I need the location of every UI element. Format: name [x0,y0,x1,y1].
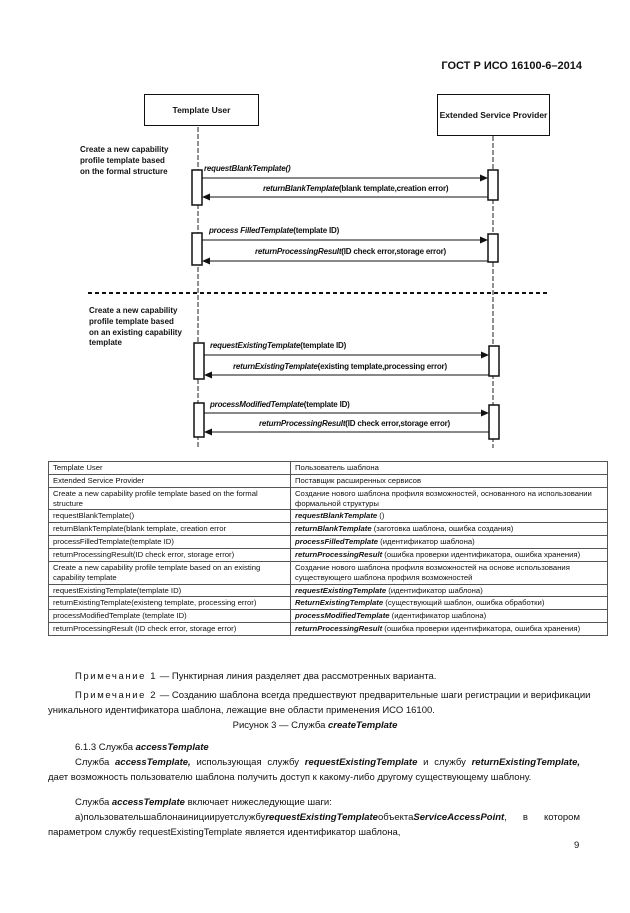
cell-russian [291,549,608,562]
msg-label-8: returnProcessingResult(ID check error,storage error) [259,419,451,428]
actor-template-user-label: Template User [172,104,231,115]
table-row [49,474,608,487]
cell-russian-text: (идентификатор шаблона) [389,611,487,621]
activation-right-3 [489,346,499,376]
text-run: ServiceAccessPoint [413,812,505,823]
note-line: Create a new capability [89,306,178,315]
section-para-1 [48,756,580,785]
cell-english: Template User [49,462,291,475]
cell-russian-term: returnBlankTemplate [295,524,372,534]
cell-english: returnBlankTemplate(blank template, creation error [49,523,291,536]
cell-russian-term: requestBlankTemplate [295,511,378,521]
table-row [49,623,608,636]
msg-label-1: requestBlankTemplate() [204,164,291,173]
cell-russian-term: processFilledTemplate [295,537,379,547]
note-line: profile template based [89,316,174,326]
cell-russian-text: Пользователь шаблона [295,463,379,472]
activation-left-1 [192,170,202,205]
cell-english: Create a new capability profile template based on an existing capability template [49,561,291,584]
actor-template-user [144,94,259,126]
cell-russian-text: (заготовка шаблона, ошибка создания) [371,524,514,534]
text-run: использующая службу [190,757,305,768]
diagram-note-existing [89,306,182,349]
cell-russian [291,536,608,549]
section-heading: 6.1.3 Служба accessTemplate [75,742,209,753]
cell-russian [291,597,608,610]
cell-russian [291,510,608,523]
page-number: 9 [574,840,580,851]
note-line: on an existing capability [89,327,182,337]
cell-russian-term: returnProcessingResult [295,624,383,634]
activation-left-3 [194,343,204,379]
text-run: объекта [377,812,414,823]
figure-caption: Рисунок 3 — Служба createTemplate [232,720,398,731]
note-2: Примечание 2 — Созданию шаблона всегда предшествуют предварительные шаги регистрации и верификации уникального идентификатора шаблона, лежащие вне области применения ИСО 16100. [48,690,591,716]
activation-right-2 [488,234,498,262]
table-row [49,462,608,475]
cell-russian [291,474,608,487]
cell-russian-term: requestExistingTemplate [295,585,387,595]
text-run: дает возможность пользователю шаблона получить доступ к какому-либо другому существующему шаблону. [48,771,532,783]
activation-left-2 [192,233,202,265]
cell-russian [291,487,608,510]
cell-russian [291,561,608,584]
cell-russian-text: Создание нового шаблона профиля возможностей, основанного на использовании формальной структуры [295,488,592,508]
table-row [49,487,608,510]
cell-english: returnProcessingResult (ID check error, storage error) [49,623,291,636]
cell-russian-text: (ошибка проверки идентификатора, ошибка хранения) [382,624,581,634]
msg-label-6: returnExistingTemplate(existing template,processing error) [233,362,447,371]
text-run: requestExistingTemplate [265,812,378,823]
table-row [49,584,608,597]
cell-russian-text: () [377,511,385,521]
cell-russian [291,623,608,636]
activation-right-4 [489,405,499,439]
text-run: и службу [417,757,472,768]
table-row [49,597,608,610]
cell-english: Create a new capability profile template based on the formal structure [49,487,291,510]
document-header: ГОСТ Р ИСО 16100-6–2014 [441,60,582,72]
cell-russian [291,610,608,623]
cell-russian-term: returnProcessingResult [295,550,383,560]
msg-label-2: returnBlankTemplate(blank template,creation error) [263,184,449,193]
text-run: Служба [75,757,115,768]
note-1: Примечание 1 — Пунктирная линия разделяет два рассмотренных варианта. [75,671,437,682]
table-row [49,536,608,549]
note-line: on the formal structure [80,166,168,176]
cell-russian [291,462,608,475]
actor-extended-service-provider [437,94,550,136]
note-line: Create a new capability [80,145,169,154]
text-run: включает нижеследующие шаги: [184,797,332,808]
section-para-3 [48,811,580,840]
note-line: profile template based [80,155,165,165]
cell-russian-term: ReturnExistingTemplate [295,598,384,608]
table-row [49,549,608,562]
msg-label-4: returnProcessingResult(ID check error,storage error) [255,247,447,256]
table-row [49,523,608,536]
actor-extended-service-provider-label: Extended Service Provider [439,109,548,120]
cell-english: processFilledTemplate(template ID) [49,536,291,549]
cell-english: returnExistingTemplate(existeng template, processing error) [49,597,291,610]
cell-russian-text: Поставщик расширенных сервисов [295,475,422,485]
cell-english: requestExistingTemplate(template ID) [49,584,291,597]
table-row [49,610,608,623]
cell-english: returnProcessingResult(ID check error, storage error) [49,549,291,562]
activation-right-1 [488,170,498,200]
cell-russian-text: (существующий шаблон, ошибка обработки) [383,598,545,608]
text-run: accessTemplate [111,797,185,808]
section-para-2 [48,796,580,811]
cell-english: processModifiedTemplate (template ID) [49,610,291,623]
cell-russian-text: (идентификатор шаблона) [386,585,483,595]
cell-english: Extended Service Provider [49,474,291,487]
msg-label-3: process FilledTemplate(template ID) [209,226,340,235]
table-row [49,510,608,523]
cell-russian-text: (ошибка проверки идентификатора, ошибка хранения) [382,550,581,560]
diagram-note-formal [80,145,168,177]
cell-russian [291,584,608,597]
cell-russian-term: processModifiedTemplate [295,611,390,621]
cell-russian-text: (идентификатор шаблона) [378,537,475,547]
cell-english: requestBlankTemplate() [49,510,291,523]
text-run: а)пользовательшаблонаинициируетслужбу [75,812,266,823]
cell-russian-text: Создание нового шаблона профиля возможностей на основе использования существующего шаблона профиля возможностей [295,562,570,582]
msg-label-5: requestExistingTemplate(template ID) [210,341,347,350]
note-line: template [89,338,122,348]
translation-table [48,461,608,636]
text-run: Служба [75,797,112,808]
activation-left-4 [194,403,204,437]
msg-label-7: processModifiedTemplate(template ID) [210,400,350,409]
text-run: returnExistingTemplate, [471,757,580,768]
table-row [49,561,608,584]
text-run: , в котором параметром службу requestExistingTemplate является идентификатор шаблона, [48,812,580,838]
cell-russian [291,523,608,536]
text-run: requestExistingTemplate [304,757,418,768]
text-run: accessTemplate, [115,757,191,768]
